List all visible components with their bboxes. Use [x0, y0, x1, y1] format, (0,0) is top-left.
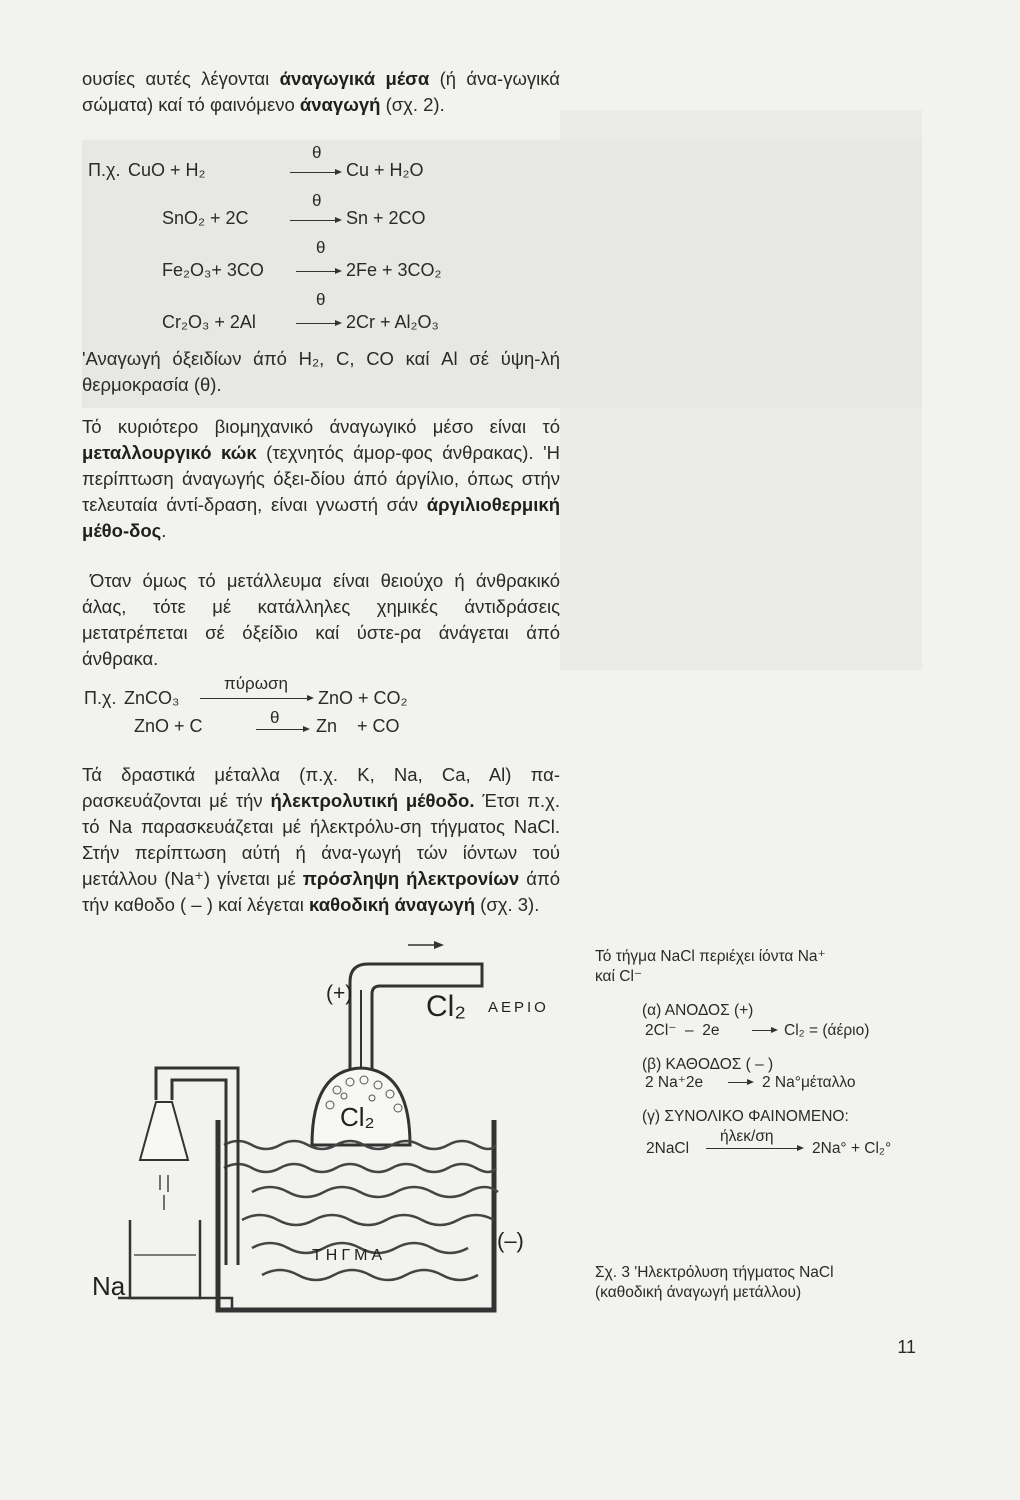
- reaction-arrow: [290, 220, 340, 221]
- total-title: (γ) ΣΥΝΟΛΙΚΟ ΦΑΙΝΟΜΕΝΟ:: [642, 1108, 849, 1125]
- cathode-equation-left: 2 Na⁺2e: [645, 1074, 704, 1091]
- sodium-label: Na: [92, 1271, 126, 1301]
- cathode-sign: (–): [497, 1228, 524, 1253]
- side-note-line-2: καί Cl⁻: [595, 968, 643, 985]
- gas-flow-arrow: [408, 941, 444, 949]
- reaction-arrow: [296, 271, 340, 272]
- reaction-4-right: 2Cr + Al₂O₃: [346, 312, 439, 332]
- reaction-1-left: CuO + H₂: [128, 160, 206, 180]
- reaction-3-left: Fe₂O₃+ 3CO: [162, 260, 264, 280]
- paragraph-electrolysis: Τά δραστικά μέταλλα (π.χ. K, Na, Ca, Al) πα-ρασκευάζονται μέ τήν ήλεκτρολυτική μέθοδο. Έτσι π.χ. τό Na παρασκευάζεται μέ ήλεκτρόλυ-ση τήγματος NaCl. Στήν περίπτωση αύτή ή άνα-γωγή τών ίόντων τού μετάλλου (Na⁺) γίνεται μέ πρόσληψη ήλεκτρονίων άπό τήν καθοδο ( – ) καί λέγεται καθοδική άναγωγή (σχ. 3).: [82, 764, 560, 915]
- total-equation-left: 2NaCl: [646, 1140, 690, 1157]
- shaded-panel-right: [560, 110, 922, 670]
- zinc-reaction-2-left: ZnO + C: [134, 716, 203, 736]
- theta-label: θ: [312, 191, 322, 210]
- arrow-label-roasting: πύρωση: [224, 674, 288, 693]
- reaction-prefix: Π.χ.: [88, 160, 121, 180]
- intro-paragraph: ουσίες αυτές λέγονται άναγωγικά μέσα (ή άνα-γωγικά σώματα) καί τό φαινόμενο άναγωγή (σχ. 2).: [82, 68, 560, 115]
- reaction-arrow: [256, 729, 308, 730]
- reaction-arrow: [200, 698, 312, 699]
- reaction-4-left: Cr₂O₃ + 2Al: [162, 312, 256, 332]
- side-note-line-1: Τό τήγμα NaCl περιέχει ίόντα Na⁺: [595, 948, 826, 965]
- reaction-3-right: 2Fe + 3CO₂: [346, 260, 442, 280]
- melt-label: ΤΗΓΜΑ: [312, 1247, 387, 1264]
- total-arrow-label: ήλεκ/ση: [720, 1128, 774, 1145]
- chlorine-gas-label: Cl₂: [426, 990, 466, 1023]
- gas-word-label: ΑΕΡΙΟ: [488, 999, 549, 1016]
- cathode-title: (β) ΚΑΘΟΔΟΣ ( – ): [642, 1056, 774, 1073]
- paragraph-coke: Τό κυριότερο βιομηχανικό άναγωγικό μέσο είναι τό μεταλλουργικό κώκ (τεχνητός άμορ-φος άνθρακας). 'Η περίπτωση άναγωγής όξει-δίου άπό άργίλιο, όπως στήν τελευταία άντί-δραση, είναι γνωστή σάν άργιλιοθερμική μέθο-δος.: [82, 416, 560, 541]
- zinc-reaction-2-right: Zn + CO: [316, 716, 400, 736]
- anode-equation-right: Cl₂ = (άέριο): [784, 1022, 870, 1039]
- sodium-funnel: [140, 1102, 188, 1160]
- sodium-receiver: [130, 1220, 200, 1298]
- sodium-collector-pipe: [156, 1068, 238, 1265]
- sodium-droplets: [160, 1175, 168, 1210]
- zinc-reaction-1-right: ZnO + CO₂: [318, 688, 408, 708]
- theta-label: θ: [316, 290, 326, 309]
- zinc-reaction-1-left: ZnCO₃: [124, 688, 180, 708]
- page-number: 11: [897, 1337, 916, 1357]
- paragraph-ore: Όταν όμως τό μετάλλευμα είναι θειούχο ή άνθρακικό άλας, τότε μέ κατάλληλες χημικές άντιδράσεις μετατρέπεται σέ όξείδιο καί ύστε-ρα άνάγεται άπό άνθρακα.: [82, 570, 560, 669]
- reaction-arrow: [706, 1148, 802, 1149]
- reaction-caption: 'Αναγωγή όξειδίων άπό H₂, C, CO καί Al σέ ύψη-λή θερμοκρασία (θ).: [82, 348, 560, 395]
- theta-label: θ: [316, 238, 326, 257]
- theta-label: θ: [312, 143, 322, 162]
- reaction-arrow: [296, 323, 340, 324]
- reaction-arrow: [290, 172, 340, 173]
- reaction-1-right: Cu + H₂O: [346, 160, 424, 180]
- reaction-arrow: [728, 1082, 752, 1083]
- base-line: [118, 1298, 232, 1310]
- anode-equation-left: 2Cl⁻ – 2e: [645, 1022, 720, 1039]
- theta-label: θ: [270, 708, 280, 727]
- figure-caption-line-1: Σχ. 3 'Ηλεκτρόλυση τήγματος NaCl: [595, 1264, 834, 1281]
- reaction-arrow: [752, 1030, 776, 1031]
- reaction-2-right: Sn + 2CO: [346, 208, 426, 228]
- reaction-2-left: SnO₂ + 2C: [162, 208, 249, 228]
- chlorine-dome-label: Cl₂: [340, 1102, 375, 1132]
- figure-caption-line-2: (καθοδική άναγωγή μετάλλου): [595, 1284, 802, 1301]
- anode-title: (α) ΑΝΟΔΟΣ (+): [642, 1002, 754, 1019]
- anode-sign: (+): [326, 982, 353, 1005]
- total-equation-right: 2Na° + Cl₂°: [812, 1140, 892, 1157]
- cathode-equation-right: 2 Na°μέταλλο: [762, 1074, 856, 1091]
- electrolysis-diagram: [82, 930, 602, 1320]
- reaction-prefix: Π.χ.: [84, 688, 117, 708]
